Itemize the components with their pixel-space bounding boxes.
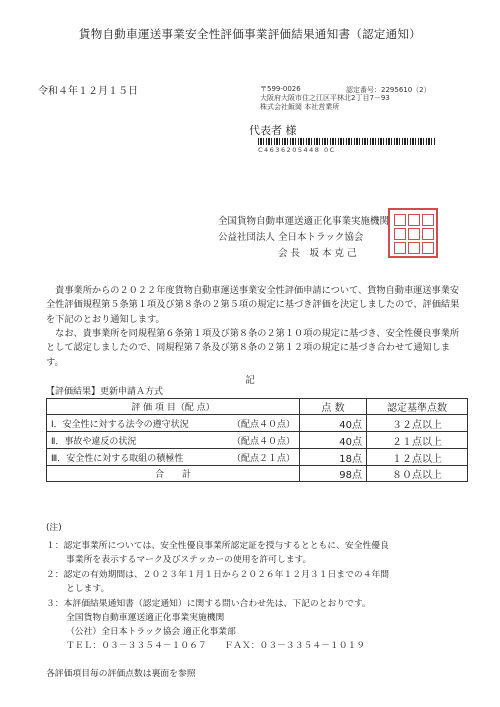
official-seal: [388, 208, 438, 258]
table-total-row: [47, 466, 468, 482]
row-standard: １２点以上: [367, 449, 468, 466]
note-2-line-2: とします。: [66, 584, 110, 594]
note-3-contact-phone: ＴＥＬ：０３－３３５４－１０６７ ＦＡＸ：０３－３３５４－１０１９: [66, 641, 366, 651]
table-header-row: [47, 399, 468, 415]
row-item: [47, 415, 300, 432]
results-label: 【評価結果】更新申請Ａ方式: [46, 387, 164, 397]
row-item: [47, 449, 300, 466]
row-item-alloc: （配点２１点）: [231, 453, 295, 464]
issuer-org-2: 公益社団法人 全日本トラック協会: [218, 232, 364, 243]
notes-header: (注): [46, 523, 62, 533]
body-paragraph-1: 貴事業所からの２０２２年度貨物自動車運送事業安全性評価申請について、貨物自動車運送事業安全性評価規程第５条第１項及び第８条の２第５項の規定に基づき評価を決定しましたので、評価結果を下記のとおり通知します。: [46, 285, 460, 325]
row-standard: ２１点以上: [367, 432, 468, 449]
row-standard: ３２点以上: [367, 415, 468, 432]
row-item-label: Ⅲ．安全性に対する取組の積極性: [51, 453, 184, 464]
ki-marker: 記: [245, 375, 255, 386]
representative: 代表者 様: [249, 124, 297, 137]
results-table: [46, 398, 468, 482]
registration-number: 認定番号：2295610（2）: [346, 86, 431, 94]
note-3-line-1: ３：本評価結果通知書（認定通知）に関する問い合わせ先は、下記のとおりです。: [46, 599, 371, 609]
row-item-label: Ⅰ．安全性に対する法令の遵守状況: [51, 419, 189, 430]
total-standard: ８０点以上: [367, 466, 468, 482]
row-item-alloc: （配点４０点）: [231, 436, 295, 447]
issue-date: 令和４年１２月１５日: [38, 86, 138, 97]
address: 大阪府大阪市住之江区平林北2丁目7－93: [260, 94, 390, 102]
note-2-line-1: ２：認定の有効期間は、２０２３年１月１日から２０２６年１２月３１日までの４年間: [46, 570, 390, 580]
barcode-number: C4636205448 0C: [258, 146, 336, 154]
total-label: 合 計: [47, 466, 300, 482]
body-paragraph-2: なお、貴事業所を同規程第６条第１項及び第８条の２第１０項の規定に基づき、安全性優良事業所として認定しましたので、同規程第７条及び第８条の２第１２項の規定に基づき合わせて通知します。: [46, 328, 460, 368]
company-name: 株式会社飯岡 本社営業所: [260, 103, 340, 111]
barcode: [258, 138, 436, 145]
row-item-alloc: （配点４０点）: [231, 419, 295, 430]
row-score: 40点: [300, 432, 367, 449]
note-3-contact-org: 全国貨物自動車運送適正化事業実施機関: [66, 613, 225, 623]
table-row: [47, 449, 468, 466]
footer-note: 各評価項目毎の評価点数は裏面を参照: [46, 669, 196, 679]
row-item-label: Ⅱ．事故や違反の状況: [51, 436, 137, 447]
note-1-line-1: １：認定事業所については、安全性優良事業所認定証を授与するとともに、安全性優良: [46, 541, 389, 551]
header-item: 評 価 項 目（配 点）: [47, 399, 300, 415]
table-row: [47, 415, 468, 432]
postal-code: 〒599-0026: [260, 85, 301, 93]
issuer-president: 会 長 坂 本 克 己: [278, 248, 357, 259]
row-item: [47, 432, 300, 449]
document-title: 貨物自動車運送事業安全性評価事業評価結果通知書（認定通知）: [78, 27, 422, 41]
table-row: [47, 432, 468, 449]
row-score: 40点: [300, 415, 367, 432]
total-score: 98点: [300, 466, 367, 482]
note-1-line-2: 事業所を表示するマーク及びステッカーの使用を許可します。: [66, 555, 312, 565]
header-score: 点 数: [300, 399, 367, 415]
header-standard: 認定基準点数: [367, 399, 468, 415]
issuer-org-1: 全国貨物自動車運送適正化事業実施機関: [218, 216, 390, 227]
row-score: 18点: [300, 449, 367, 466]
note-3-contact-dept: （公社）全日本トラック協会 適正化事業部: [66, 627, 236, 637]
